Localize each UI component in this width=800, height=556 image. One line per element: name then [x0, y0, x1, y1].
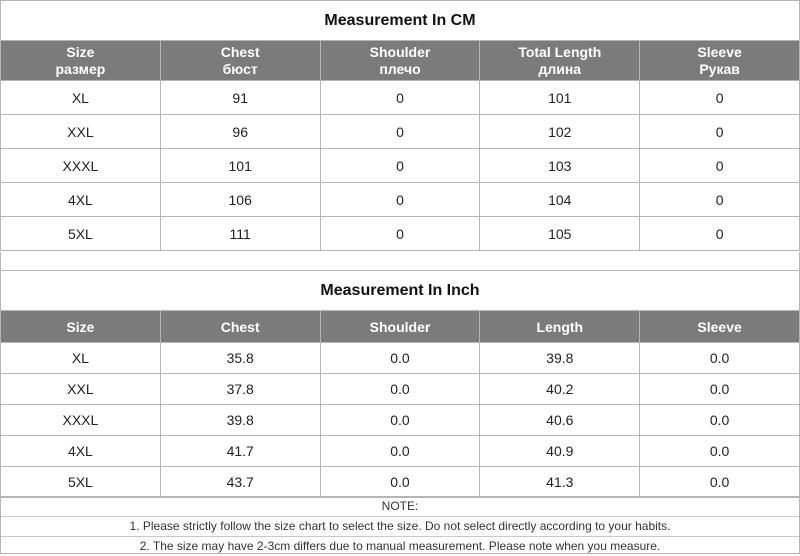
- notes-section: [0, 496, 800, 554]
- cell-chest: 96: [160, 115, 320, 149]
- table-row: [1, 467, 800, 498]
- cell-shoulder: 0: [320, 81, 480, 115]
- cell-chest: 35.8: [160, 343, 320, 374]
- table-row: [1, 405, 800, 436]
- cell-sleeve: 0.0: [640, 405, 800, 436]
- cell-shoulder: 0.0: [320, 436, 480, 467]
- cell-sleeve: 0: [640, 183, 800, 217]
- cell-chest: 106: [160, 183, 320, 217]
- table-row: [1, 149, 800, 183]
- header-length: Length: [480, 311, 640, 343]
- header-total-length: Total Length длина: [480, 41, 640, 81]
- cell-shoulder: 0.0: [320, 374, 480, 405]
- cm-header-row: [1, 41, 800, 81]
- table-row: [1, 343, 800, 374]
- cell-size: XXL: [1, 115, 161, 149]
- cm-size-table: [0, 40, 800, 251]
- header-sleeve: Sleeve: [640, 311, 800, 343]
- header-sleeve: Sleeve Рукав: [640, 41, 800, 81]
- cell-length: 40.9: [480, 436, 640, 467]
- cell-length: 104: [480, 183, 640, 217]
- cell-chest: 91: [160, 81, 320, 115]
- cell-size: XXL: [1, 374, 161, 405]
- table-row: [1, 183, 800, 217]
- table-row: [1, 115, 800, 149]
- cell-size: 5XL: [1, 467, 161, 498]
- table-row: [1, 217, 800, 251]
- cell-size: XL: [1, 81, 161, 115]
- cell-chest: 39.8: [160, 405, 320, 436]
- cell-length: 40.2: [480, 374, 640, 405]
- header-chest: Chest бюст: [160, 41, 320, 81]
- header-shoulder: Shoulder: [320, 311, 480, 343]
- cell-chest: 43.7: [160, 467, 320, 498]
- table-row: [1, 81, 800, 115]
- table-row: [1, 374, 800, 405]
- cell-length: 41.3: [480, 467, 640, 498]
- cell-size: XL: [1, 343, 161, 374]
- cell-sleeve: 0.0: [640, 343, 800, 374]
- cell-chest: 111: [160, 217, 320, 251]
- cell-chest: 41.7: [160, 436, 320, 467]
- cell-length: 102: [480, 115, 640, 149]
- cell-length: 40.6: [480, 405, 640, 436]
- header-shoulder: Shoulder плечо: [320, 41, 480, 81]
- cell-length: 101: [480, 81, 640, 115]
- cell-sleeve: 0: [640, 217, 800, 251]
- note-line-2: 2. The size may have 2-3cm differs due to manual measurement. Please note when you measure.: [1, 536, 799, 556]
- note-line-1: 1. Please strictly follow the size chart to select the size. Do not select directly according to your habits.: [1, 516, 799, 536]
- header-chest: Chest: [160, 311, 320, 343]
- note-heading: NOTE:: [1, 496, 799, 516]
- cell-sleeve: 0.0: [640, 436, 800, 467]
- table-row: [1, 436, 800, 467]
- table-spacer: [0, 252, 800, 270]
- cell-length: 39.8: [480, 343, 640, 374]
- cell-sleeve: 0: [640, 115, 800, 149]
- inch-size-table: [0, 310, 800, 498]
- cell-shoulder: 0.0: [320, 467, 480, 498]
- cell-size: XXXL: [1, 149, 161, 183]
- cell-chest: 101: [160, 149, 320, 183]
- cell-sleeve: 0: [640, 149, 800, 183]
- inch-table-title: Measurement In Inch: [0, 270, 800, 310]
- cell-size: 4XL: [1, 183, 161, 217]
- inch-header-row: [1, 311, 800, 343]
- cell-length: 105: [480, 217, 640, 251]
- cm-table-title: Measurement In CM: [0, 0, 800, 40]
- cell-sleeve: 0.0: [640, 467, 800, 498]
- cell-shoulder: 0.0: [320, 343, 480, 374]
- cell-shoulder: 0: [320, 115, 480, 149]
- header-size: Size размер: [1, 41, 161, 81]
- cell-size: 5XL: [1, 217, 161, 251]
- cell-size: 4XL: [1, 436, 161, 467]
- cell-sleeve: 0: [640, 81, 800, 115]
- cell-length: 103: [480, 149, 640, 183]
- header-size: Size: [1, 311, 161, 343]
- cell-chest: 37.8: [160, 374, 320, 405]
- cell-shoulder: 0: [320, 183, 480, 217]
- cell-shoulder: 0.0: [320, 405, 480, 436]
- cell-shoulder: 0: [320, 217, 480, 251]
- cell-size: XXXL: [1, 405, 161, 436]
- cell-sleeve: 0.0: [640, 374, 800, 405]
- cell-shoulder: 0: [320, 149, 480, 183]
